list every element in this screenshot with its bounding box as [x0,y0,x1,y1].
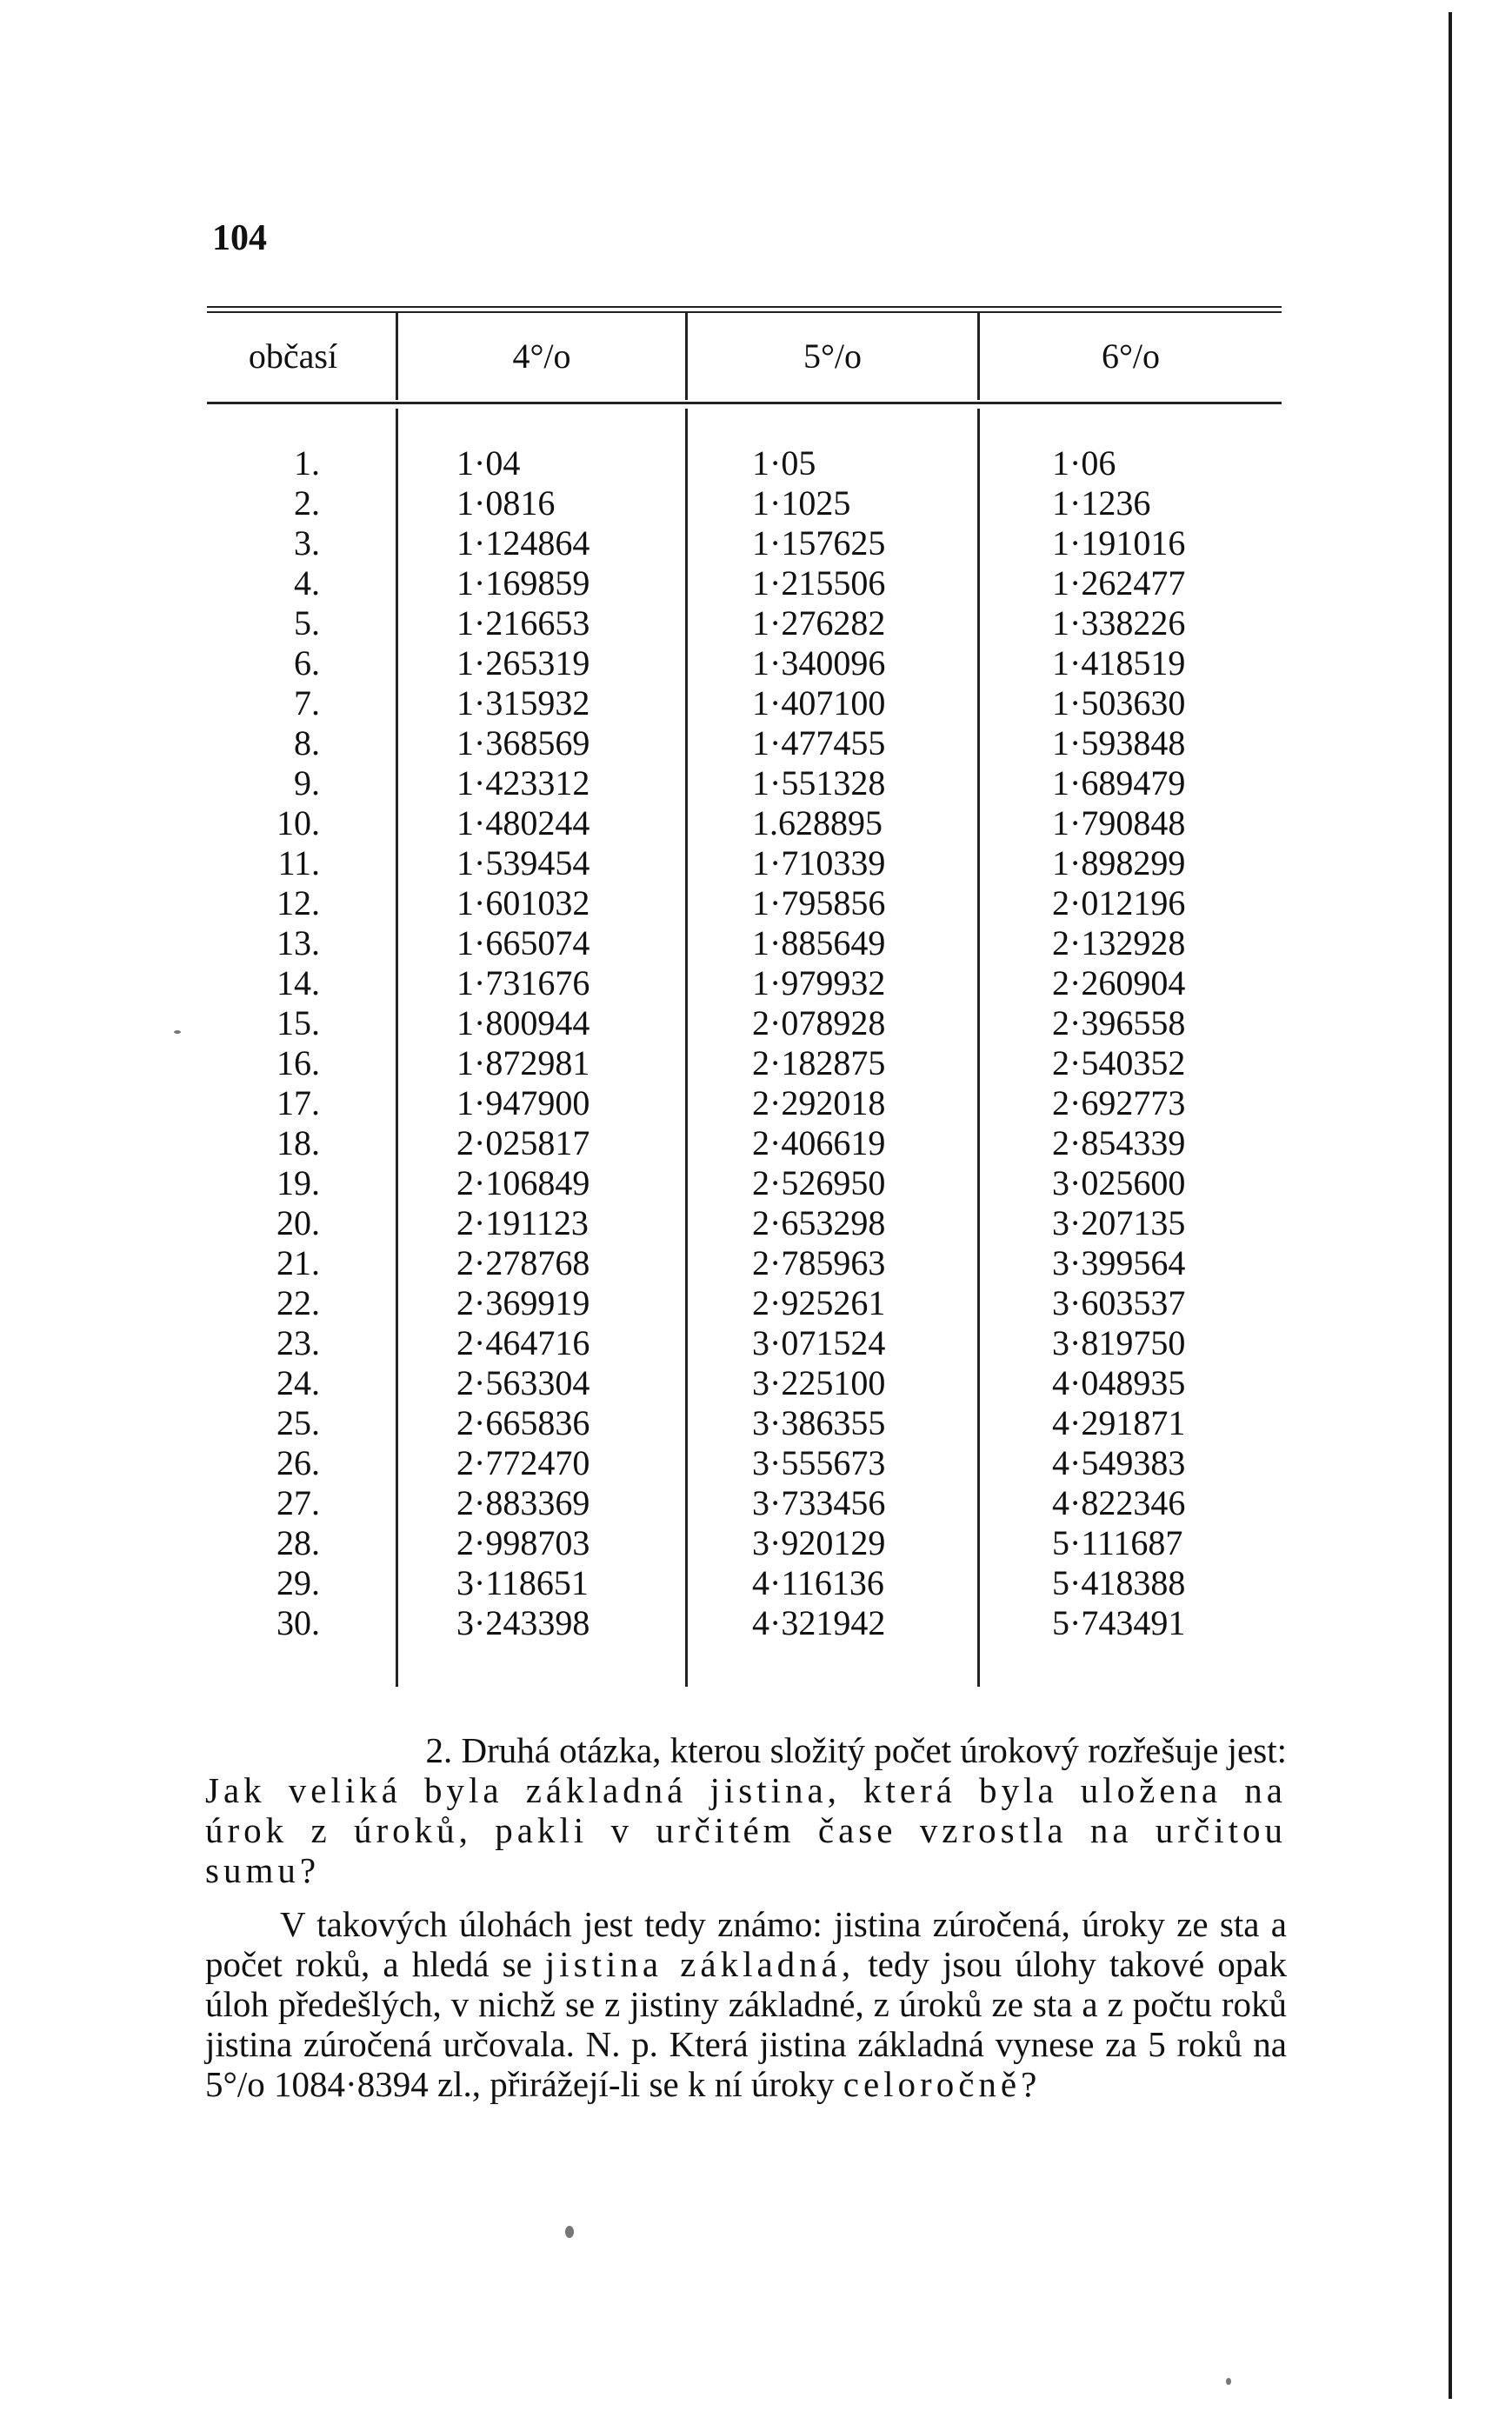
rate-4-cell: 1·423312 [456,763,590,803]
period-cell: 27. [276,1483,320,1522]
rate-6-cell: 1·418519 [1052,643,1186,683]
rate-5-cell: 1·215506 [752,563,886,603]
rate-5-cell: 1.628895 [752,803,883,843]
period-cell: 25. [276,1403,320,1442]
rate-6-cell: 1·06 [1052,443,1116,483]
period-cell: 7. [294,683,320,723]
period-cell: 15. [276,1003,320,1042]
rate-6-cell: 3·603537 [1052,1283,1186,1322]
period-cell: 17. [276,1083,320,1122]
rate-5-cell: 2·785963 [752,1243,886,1282]
table-row [0,1403,1512,1443]
rate-6-cell: 1·689479 [1052,763,1186,803]
table-row [0,723,1512,763]
table-row [0,1283,1512,1323]
rate-4-cell: 2·464716 [456,1323,590,1362]
paragraph-explanation [205,1904,1287,2104]
paragraph-question-text: Jak veliká byla základná jistina, která byla uložena na úrok z úroků, pakli v určitém čase vzrostla na určitou sumu? [205,1770,1287,1890]
table-row [0,843,1512,883]
period-cell: 3. [294,523,320,563]
table-row [0,1243,1512,1283]
rate-4-cell: 2·278768 [456,1243,590,1282]
rate-6-cell: 2·692773 [1052,1083,1186,1122]
table-row [0,1323,1512,1363]
period-cell: 30. [276,1603,320,1642]
rate-4-cell: 1·315932 [456,683,590,723]
rate-5-cell: 3·920129 [752,1523,886,1562]
rate-4-cell: 1·0816 [456,483,556,523]
rate-6-cell: 2·540352 [1052,1043,1186,1082]
rate-6-cell: 1·338226 [1052,603,1186,643]
period-cell: 26. [276,1443,320,1482]
period-cell: 11. [277,843,320,882]
rate-4-cell: 2·998703 [456,1523,590,1562]
period-cell: 14. [276,963,320,1002]
period-cell: 22. [276,1283,320,1322]
header-rate-5: 5°/o [803,336,863,376]
period-cell: 13. [276,923,320,962]
period-cell: 18. [276,1123,320,1162]
table-body [0,443,1512,1643]
period-cell: 4. [294,563,320,603]
rate-6-cell: 5·743491 [1052,1603,1186,1642]
table-row [0,1363,1512,1403]
period-cell: 2. [294,483,320,523]
rate-4-cell: 1·169859 [456,563,590,603]
rate-6-cell: 2·132928 [1052,923,1186,962]
table-row [0,1043,1512,1083]
period-cell: 19. [276,1163,320,1202]
rate-5-cell: 1·157625 [752,523,886,563]
table-row [0,923,1512,963]
period-cell: 9. [294,763,320,803]
rate-6-cell: 1·790848 [1052,803,1186,843]
rate-5-cell: 4·321942 [752,1603,886,1642]
header-period: občasí [248,336,338,376]
rate-5-cell: 1·05 [752,443,816,483]
table-row [0,523,1512,563]
period-cell: 5. [294,603,320,643]
rate-5-cell: 3·225100 [752,1363,886,1402]
table-row [0,1483,1512,1523]
rate-6-cell: 3·025600 [1052,1163,1186,1202]
table-top-rule-double [207,311,1282,313]
rate-6-cell: 1·191016 [1052,523,1186,563]
rate-4-cell: 2·106849 [456,1163,590,1202]
rate-4-cell: 2·665836 [456,1403,590,1442]
table-row [0,563,1512,603]
rate-6-cell: 5·111687 [1052,1523,1183,1562]
period-cell: 6. [294,643,320,683]
rate-6-cell: 3·207135 [1052,1203,1186,1242]
rate-4-cell: 1·368569 [456,723,590,763]
table-row [0,483,1512,523]
explanation-part-a: V takových úlohách jest tedy známo: jistina zúročená, úroky ze sta a počet roků, a hledá se [205,1904,1287,1984]
rate-6-cell: 1·1236 [1052,483,1151,523]
rate-5-cell: 3·071524 [752,1323,886,1362]
rate-5-cell: 2·925261 [752,1283,886,1322]
ink-speck [174,1030,181,1034]
rate-4-cell: 2·369919 [456,1283,590,1322]
period-cell: 23. [276,1323,320,1362]
rate-4-cell: 2·025817 [456,1123,590,1162]
table-row [0,803,1512,843]
rate-4-cell: 1·665074 [456,923,590,962]
table-row [0,443,1512,483]
rate-5-cell: 1·795856 [752,883,886,922]
paragraph-lead: 2. Druhá otázka, kterou složitý počet úrokový rozřešuje jest: [425,1730,1287,1770]
rate-5-cell: 3·733456 [752,1483,886,1522]
table-top-rule [207,306,1282,308]
rate-5-cell: 2·182875 [752,1043,886,1082]
rate-5-cell: 1·340096 [752,643,886,683]
header-rate-6: 6°/o [1101,336,1161,376]
rate-4-cell: 3·118651 [456,1563,589,1602]
table-row [0,1603,1512,1643]
table-row [0,683,1512,723]
table-row [0,1003,1512,1043]
rate-6-cell: 1·593848 [1052,723,1186,763]
table-row [0,1523,1512,1563]
table-row [0,1443,1512,1483]
rate-5-cell: 2·292018 [752,1083,886,1122]
rate-6-cell: 1·262477 [1052,563,1186,603]
rate-5-cell: 1·979932 [752,963,886,1002]
rate-6-cell: 1·503630 [1052,683,1186,723]
rate-5-cell: 3·386355 [752,1403,886,1442]
table-row [0,643,1512,683]
period-cell: 8. [294,723,320,763]
rate-5-cell: 1·885649 [752,923,886,962]
rate-4-cell: 1·124864 [456,523,590,563]
rate-4-cell: 1·947900 [456,1083,590,1122]
rate-6-cell: 2·012196 [1052,883,1186,922]
rate-6-cell: 5·418388 [1052,1563,1186,1602]
rate-4-cell: 1·872981 [456,1043,590,1082]
explanation-emphasis-1: jistina základná, [544,1944,856,1984]
period-cell: 10. [276,803,320,843]
table-row [0,1203,1512,1243]
rate-4-cell: 1·800944 [456,1003,590,1042]
rate-5-cell: 2·406619 [752,1123,886,1162]
rate-4-cell: 2·772470 [456,1443,590,1482]
period-cell: 28. [276,1523,320,1562]
rate-6-cell: 4·822346 [1052,1483,1186,1522]
rate-5-cell: 4·116136 [752,1563,884,1602]
rate-4-cell: 1·216653 [456,603,590,643]
rate-5-cell: 2·526950 [752,1163,886,1202]
period-cell: 1. [294,443,320,483]
rate-5-cell: 1·1025 [752,483,851,523]
rate-6-cell: 4·048935 [1052,1363,1186,1402]
rate-4-cell: 1·480244 [456,803,590,843]
period-cell: 29. [276,1563,320,1602]
rate-6-cell: 4·549383 [1052,1443,1186,1482]
page-number: 104 [212,218,267,258]
table-row [0,963,1512,1003]
paragraph-question [205,1730,1287,1890]
rate-5-cell: 2·653298 [752,1203,886,1242]
rate-4-cell: 1·539454 [456,843,590,882]
table-row [0,1563,1512,1603]
period-cell: 24. [276,1363,320,1402]
rate-6-cell: 2·396558 [1052,1003,1186,1042]
rate-4-cell: 1·601032 [456,883,590,922]
period-cell: 12. [276,883,320,922]
ink-speck [1226,2378,1231,2385]
header-rate-4: 4°/o [512,336,571,376]
rate-5-cell: 1·276282 [752,603,886,643]
rate-5-cell: 1·407100 [752,683,886,723]
explanation-emphasis-2: celoročně? [843,2064,1042,2104]
rate-5-cell: 1·477455 [752,723,886,763]
rate-6-cell: 2·854339 [1052,1123,1186,1162]
rate-4-cell: 1·04 [456,443,521,483]
rate-6-cell: 1·898299 [1052,843,1186,882]
rate-6-cell: 3·819750 [1052,1323,1186,1362]
rate-6-cell: 4·291871 [1052,1403,1186,1442]
table-row [0,1163,1512,1203]
table-row [0,1123,1512,1163]
period-cell: 16. [276,1043,320,1082]
explanation-part-b: tedy jsou úlohy takové opak úloh předešlých, v nichž se z jistiny základné, z úroků ze sta a z počtu roků jistina zúročená určovala. N. p. Která jistina základná vynese za 5 roků na 5°/o 1084·8394 zl., přirážejí-li se k ní úroky [205,1944,1287,2104]
table-header-rule [207,402,1282,404]
rate-6-cell: 2·260904 [1052,963,1186,1002]
rate-5-cell: 3·555673 [752,1443,886,1482]
rate-4-cell: 1·265319 [456,643,590,683]
rate-4-cell: 3·243398 [456,1603,590,1642]
ink-speck [565,2226,574,2238]
rate-4-cell: 2·563304 [456,1363,590,1402]
rate-4-cell: 2·883369 [456,1483,590,1522]
period-cell: 21. [276,1243,320,1282]
table-row [0,603,1512,643]
table-row [0,763,1512,803]
rate-5-cell: 1·710339 [752,843,886,882]
rate-5-cell: 1·551328 [752,763,886,803]
rate-5-cell: 2·078928 [752,1003,886,1042]
rate-4-cell: 2·191123 [456,1203,589,1242]
rate-4-cell: 1·731676 [456,963,590,1002]
period-cell: 20. [276,1203,320,1242]
rate-6-cell: 3·399564 [1052,1243,1186,1282]
table-row [0,883,1512,923]
table-row [0,1083,1512,1123]
